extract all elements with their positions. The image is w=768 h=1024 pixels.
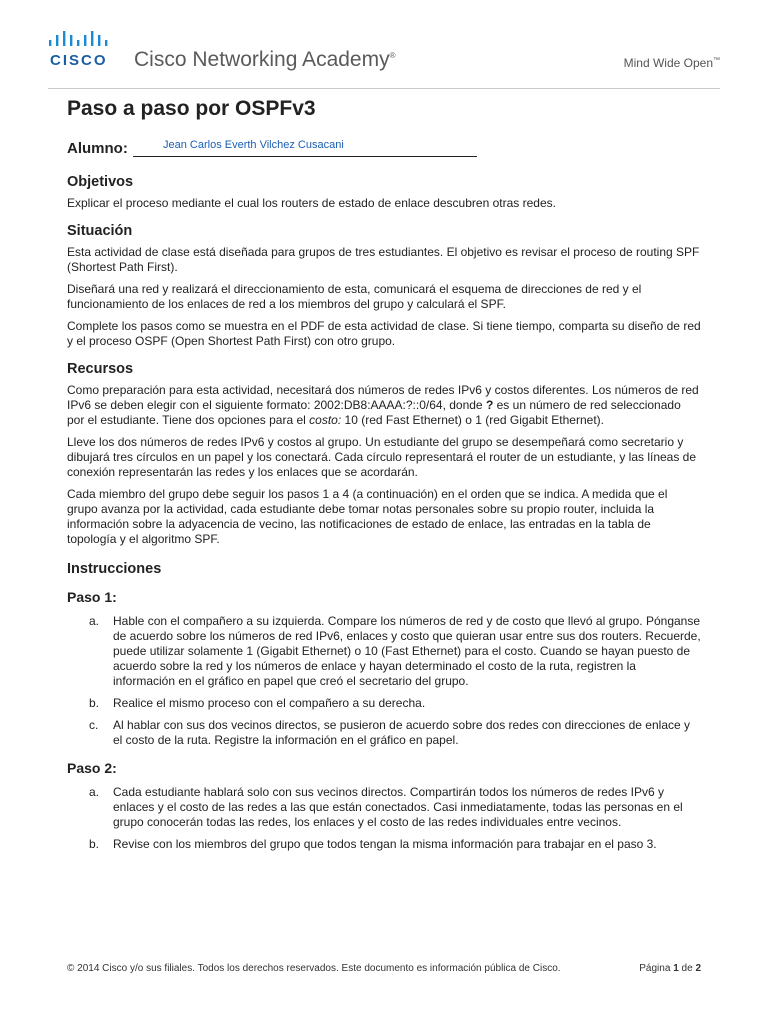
page-current: 1 (673, 963, 679, 974)
list-marker: c. (89, 718, 99, 732)
list-marker: b. (89, 696, 100, 710)
paso-2-list (67, 785, 701, 852)
trademark-mark: ™ (713, 57, 720, 64)
list-item (67, 696, 701, 711)
objetivos-text: Explicar el proceso mediante el cual los routers de estado de enlace descubren otras redes. (67, 196, 556, 210)
tagline-text: Mind Wide Open (623, 56, 713, 70)
paso-2 (67, 760, 701, 852)
paso-2-heading: Paso 2: (67, 760, 117, 776)
objetivos-heading: Objetivos (67, 174, 134, 190)
section-recursos (67, 361, 701, 547)
page-number (639, 963, 701, 974)
academy-name (134, 48, 396, 72)
list-marker: b. (89, 837, 100, 851)
registered-mark: ® (389, 51, 396, 60)
sections (67, 174, 701, 859)
alumno-underline (133, 156, 477, 157)
academy-text: Cisco Networking Academy (134, 48, 390, 71)
situacion-paragraph-2: Diseñará una red y realizará el direccionamiento de esta, comunicará el esquema de direcciones de red y el funcionamiento de los enlaces de red a los miembros del grupo y calculará el SPF. (67, 282, 642, 311)
cisco-bars-icon (48, 30, 118, 52)
list-item-text: Hable con el compañero a su izquierda. Compare los números de red y de costo que llevó al grupo. Pónganse de acuerdo sobre los números de red IPv6, enlaces y costo que quieran usar entre sus dos routers. Recuerde, puede utilizar solamente 1 (Gigabit Ethernet) o 10 (Fast Ethernet) para el costo. Cuando se hayan puesto de acuerdo sobre la red y los números de enlace y hayan determinado el costo de la ruta, registren la información en el gráfico en papel que creó el secretario del grupo. (113, 614, 701, 688)
recursos-p1-question-mark: ? (485, 398, 494, 412)
situacion-paragraph-1: Esta actividad de clase está diseñada para grupos de tres estudiantes. El objetivo es revisar el proceso de routing SPF (Shortest Path First). (67, 245, 700, 274)
list-item (67, 837, 701, 852)
recursos-p1-part-c: 10 (red Fast Ethernet) o 1 (red Gigabit Ethernet). (341, 413, 604, 427)
alumno-value[interactable]: Jean Carlos Everth Vilchez Cusacani (163, 139, 344, 151)
situacion-paragraph-3: Complete los pasos como se muestra en el PDF de esta actividad de clase. Si tiene tiempo, comparta su diseño de red y el proceso OSPF (Open Shortest Path First) con otro grupo. (67, 319, 701, 348)
recursos-heading: Recursos (67, 361, 134, 377)
list-item-text: Revise con los miembros del grupo que todos tengan la misma información para trabajar en el paso 3. (113, 837, 657, 851)
section-objetivos (67, 174, 701, 211)
recursos-paragraph-1 (67, 383, 701, 428)
situacion-heading: Situación (67, 223, 133, 239)
list-item (67, 718, 701, 748)
page-header (0, 0, 768, 90)
recursos-p1-part-a: Como preparación para esta actividad, necesitará dos números de redes IPv6 y costos diferentes. Los números de red IPv6 se deben elegir con el siguiente formato: 2002:DB8:AAAA:?::0/64, donde (67, 383, 699, 412)
paso-1 (67, 589, 701, 748)
list-marker: a. (89, 614, 100, 628)
instrucciones-heading: Instrucciones (67, 561, 162, 577)
section-instrucciones (67, 561, 701, 852)
page-separator: de (681, 963, 693, 974)
list-item (67, 785, 701, 830)
list-item-text: Al hablar con sus dos vecinos directos, se pusieron de acuerdo sobre dos redes con direcciones de enlace y el costo de la ruta. Registre la información en el gráfico en papel. (113, 718, 691, 747)
paso-1-heading: Paso 1: (67, 589, 117, 605)
list-item-text: Cada estudiante hablará solo con sus vecinos directos. Compartirán todos los números de redes IPv6 y enlaces y el costo de las redes a las que están conectados. Casi inmediatamente, todas las personas en el grupo conocerán todas las redes, los enlaces y el costo de las redes individuales entre vecinos. (113, 785, 683, 829)
paso-1-list (67, 614, 701, 748)
recursos-paragraph-2: Lleve los dos números de redes IPv6 y costos al grupo. Un estudiante del grupo se desempeñará como secretario y dibujará tres círculos en un papel y los conectará. Cada círculo representará el router de un estudiante, y las líneas de conexión representarán las redes y los enlaces que se acordarán. (67, 435, 697, 479)
list-item (67, 614, 701, 689)
list-item-text: Realice el mismo proceso con el compañero a su derecha. (113, 696, 426, 710)
page-label: Página (639, 963, 671, 974)
page-total: 2 (695, 963, 701, 974)
section-situacion (67, 223, 701, 349)
recursos-paragraph-3: Cada miembro del grupo debe seguir los pasos 1 a 4 (a continuación) en el orden que se indica. A medida que el grupo avanza por la actividad, cada estudiante debe tomar notas personales sobre su propio router, incluida la información sobre la adyacencia de vecino, las notificaciones de estado de enlace, las entradas en la tabla de topología y el algoritmo SPF. (67, 487, 668, 546)
alumno-field (67, 138, 487, 158)
page-title: Paso a paso por OSPFv3 (67, 97, 316, 120)
recursos-p1-costo: costo: (309, 413, 342, 427)
alumno-label: Alumno: (67, 140, 128, 157)
tagline (624, 56, 720, 70)
header-divider (48, 88, 720, 89)
recursos-p1-part-b: es un número de red seleccionado por el estudiante. Tiene dos opciones para el (67, 398, 681, 427)
brand-wordmark: CISCO (50, 52, 108, 69)
list-marker: a. (89, 785, 100, 799)
copyright-notice: © 2014 Cisco y/o sus filiales. Todos los derechos reservados. Este documento es información pública de Cisco. (67, 963, 561, 974)
